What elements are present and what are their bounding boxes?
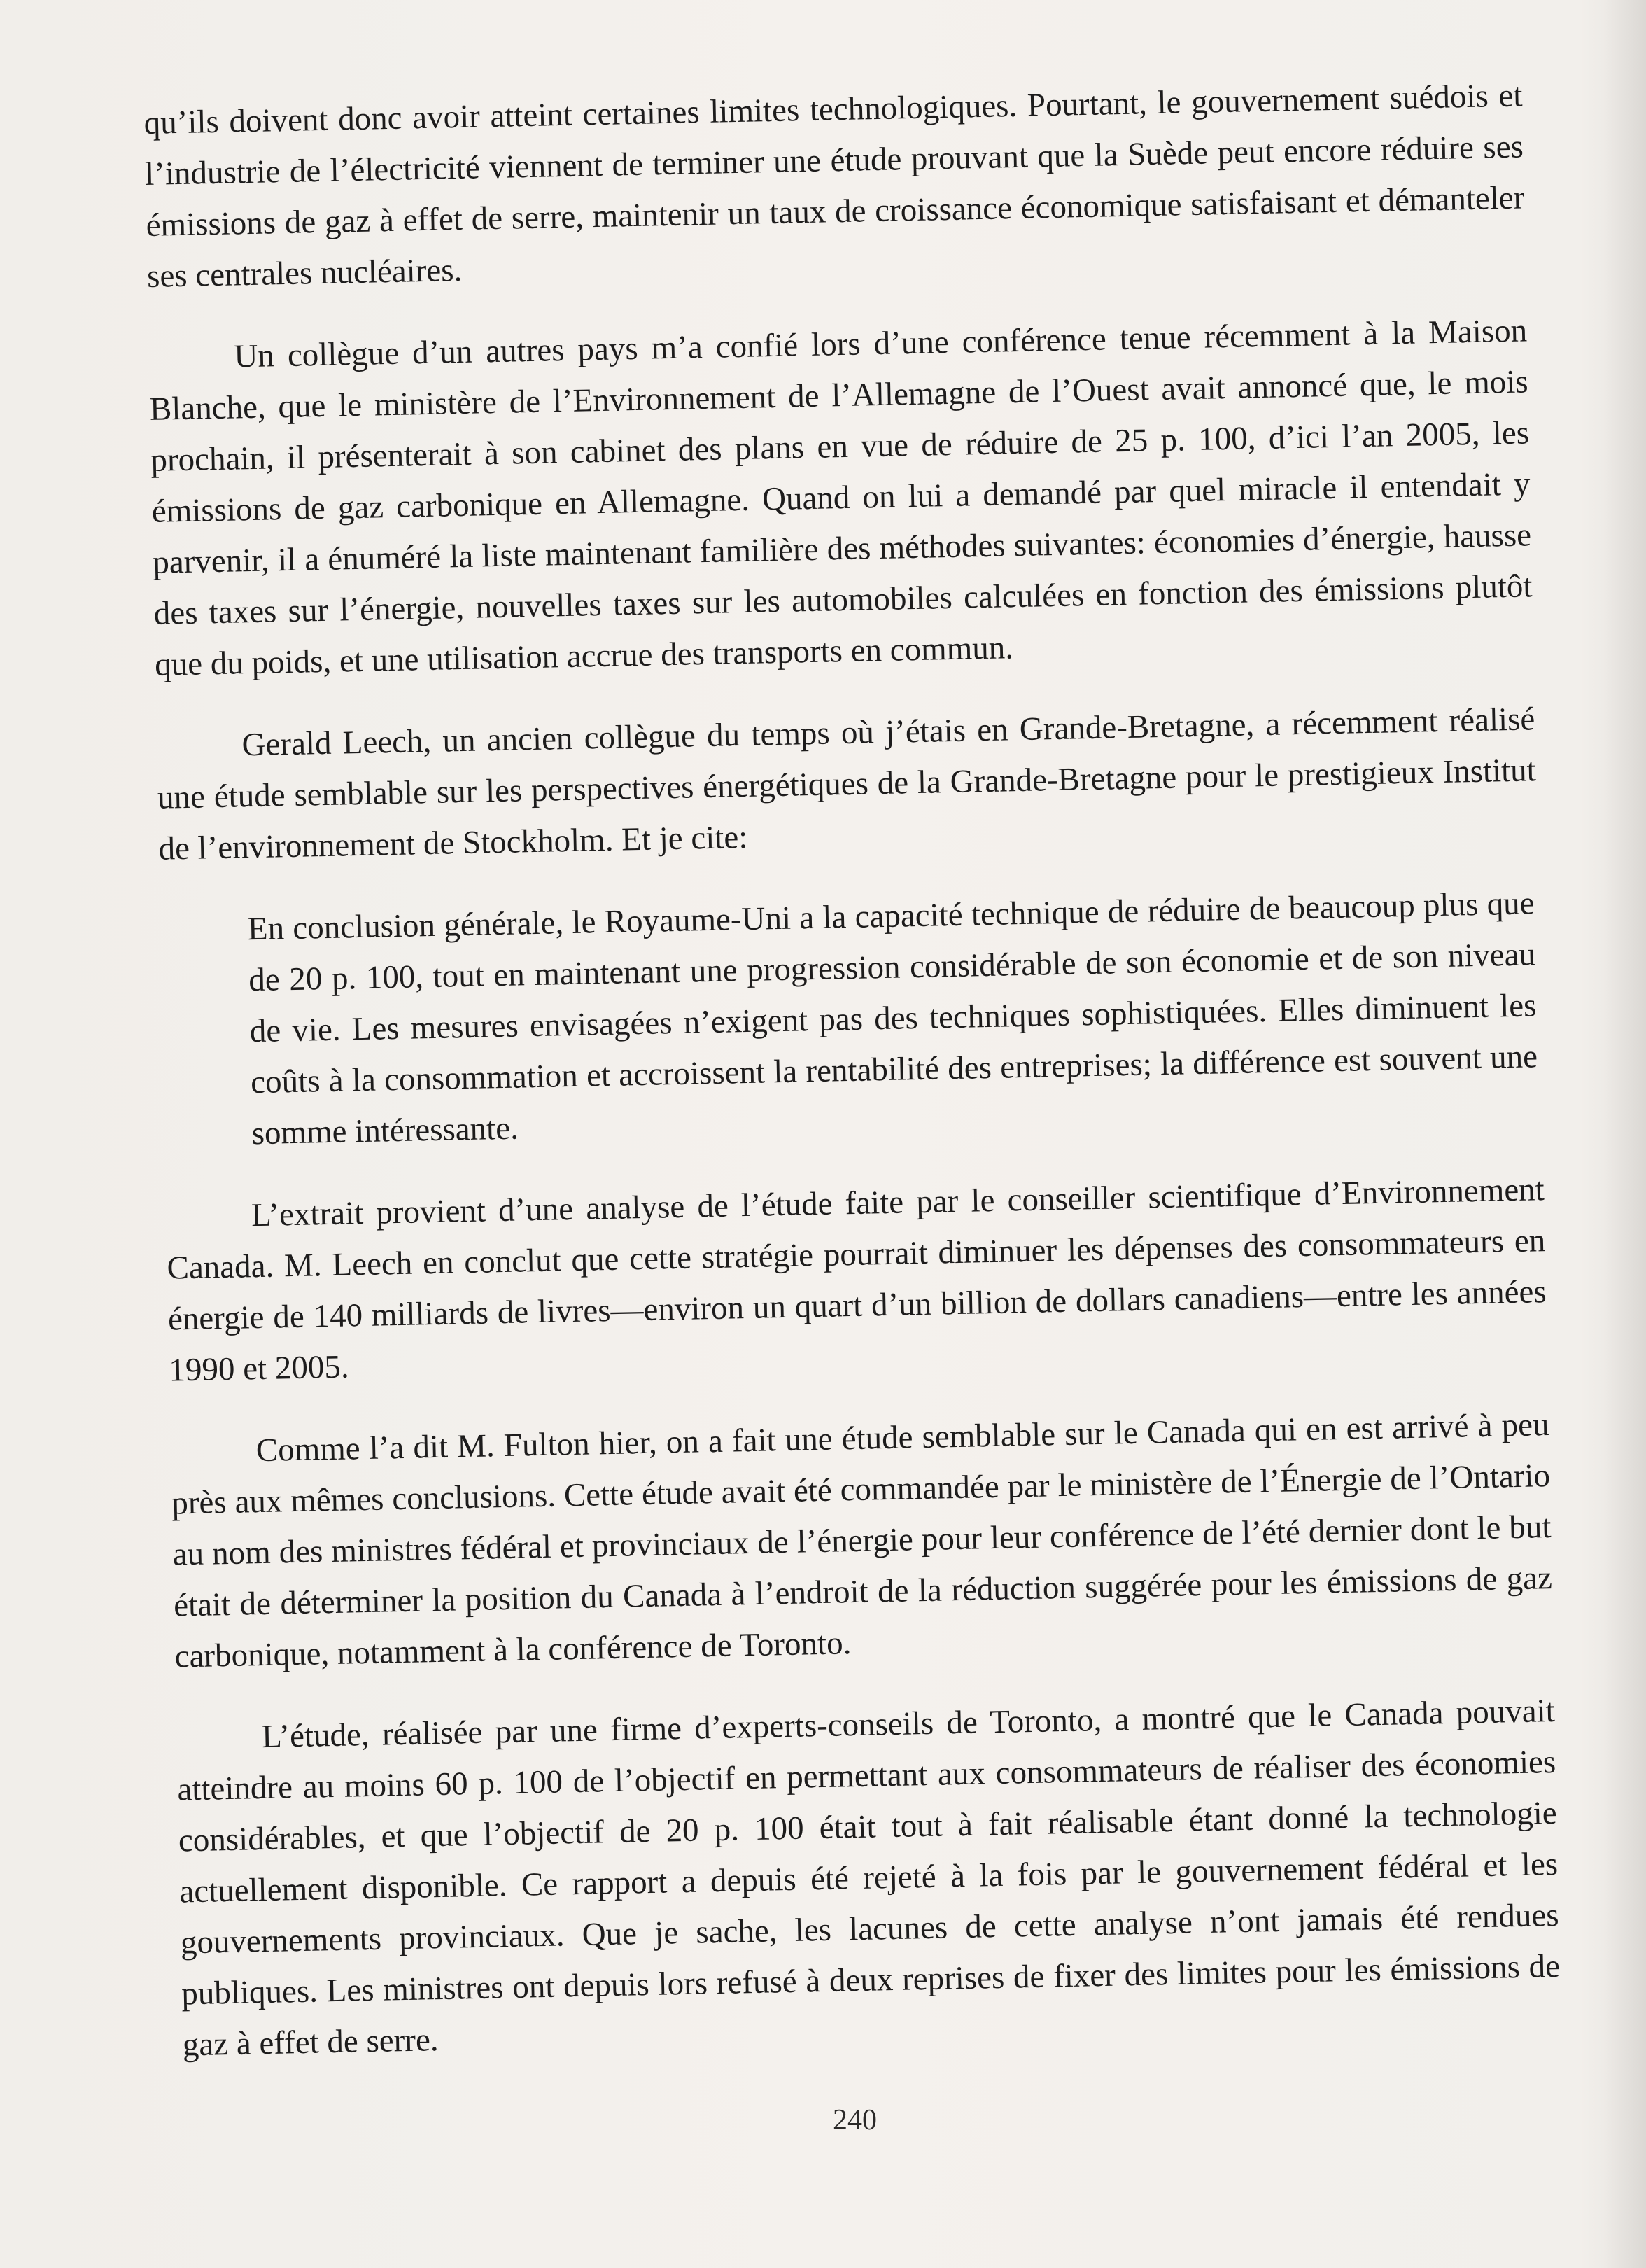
- paragraph-leech-analysis: L’extrait provient d’une analyse de l’étude faite par le conseiller scientifique d’Environnement Canada. M. Leech en conclut que cette stratégie pourrait diminuer les dépenses des consommateurs en énergie de 140 milliards de livres—environ un quart d’un billion de dollars canadiens—entre les années 1990 et 2005.: [167, 1171, 1547, 1389]
- page-body-text: [143, 70, 1562, 2101]
- paragraph-continuation: qu’ils doivent donc avoir atteint certaines limites technologiques. Pourtant, le gouvernement suédois et l’industrie de l’électricité viennent de terminer une étude prouvant que la Suède peut encore réduire ses émissions de gaz à effet de serre, maintenir un taux de croissance économique satisfaisant et démanteler ses centrales nucléaires.: [143, 77, 1525, 295]
- page-number: 240: [833, 2104, 877, 2136]
- page-edge-shadow: [1604, 0, 1646, 2268]
- paragraph-white-house-conference: Un collègue d’un autres pays m’a confié lors d’une conférence tenue récemment à la Maison Blanche, que le ministère de l’Environnement de l’Allemagne de l’Ouest avait annoncé que, le mois prochain, il présenterait à son cabinet des plans en vue de réduire de 25 p. 100, d’ici l’an 2005, les émissions de gaz carbonique en Allemagne. Quand on lui a demandé par quel miracle il entendait y parvenir, il a énuméré la liste maintenant familière des méthodes suivantes: économies d’énergie, hausse des taxes sur l’énergie, nouvelles taxes sur les automobiles calculées en fonction des émissions plutôt que du poids, et une utilisation accrue des transports en commun.: [149, 312, 1533, 683]
- paragraph-gerald-leech: Gerald Leech, un ancien collègue du temps où j’étais en Grande-Bretagne, a récemment réalisé une étude semblable sur les perspectives énergétiques de la Grande-Bretagne pour le prestigieux Institut de l’environnement de Stockholm. Et je cite:: [157, 701, 1537, 867]
- paragraph-toronto-firm-study: L’étude, réalisée par une firme d’experts-conseils de Toronto, a montré que le Canada pouvait atteindre au moins 60 p. 100 de l’objectif en permettant aux consommateurs de réaliser des économies considérables, et que l’objectif de 20 p. 100 était tout à fait réalisable étant donné la technologie actuellement disponible. Ce rapport a depuis été rejeté à la fois par le gouvernement fédéral et les gouvernements provinciaux. Que je sache, les lacunes de cette analyse n’ont jamais été rendues publiques. Les ministres ont depuis lors refusé à deux reprises de fixer des limites pour les émissions de gaz à effet de serre.: [176, 1692, 1561, 2064]
- paragraph-canada-study: Comme l’a dit M. Fulton hier, on a fait une étude semblable sur le Canada qui en est arrivé à peu près aux mêmes conclusions. Cette étude avait été commandée par le ministère de l’Énergie de l’Ontario au nom des ministres fédéral et provinciaux de l’énergie pour leur conférence de l’été dernier dont le but était de déterminer la position du Canada à l’endroit de la réduction suggérée pour les émissions de gaz carbonique, notamment à la conférence de Toronto.: [171, 1406, 1553, 1675]
- block-quote-uk-conclusion: En conclusion générale, le Royaume-Uni a la capacité technique de réduire de beaucoup plus que de 20 p. 100, tout en maintenant une progression considérable de son économie et de son niveau de vie. Les mesures envisagées n’exigent pas des techniques sophistiquées. Elles diminuent les coûts à la consommation et accroissent la rentabilité des entreprises; la différence est souvent une somme intéressante.: [247, 885, 1538, 1152]
